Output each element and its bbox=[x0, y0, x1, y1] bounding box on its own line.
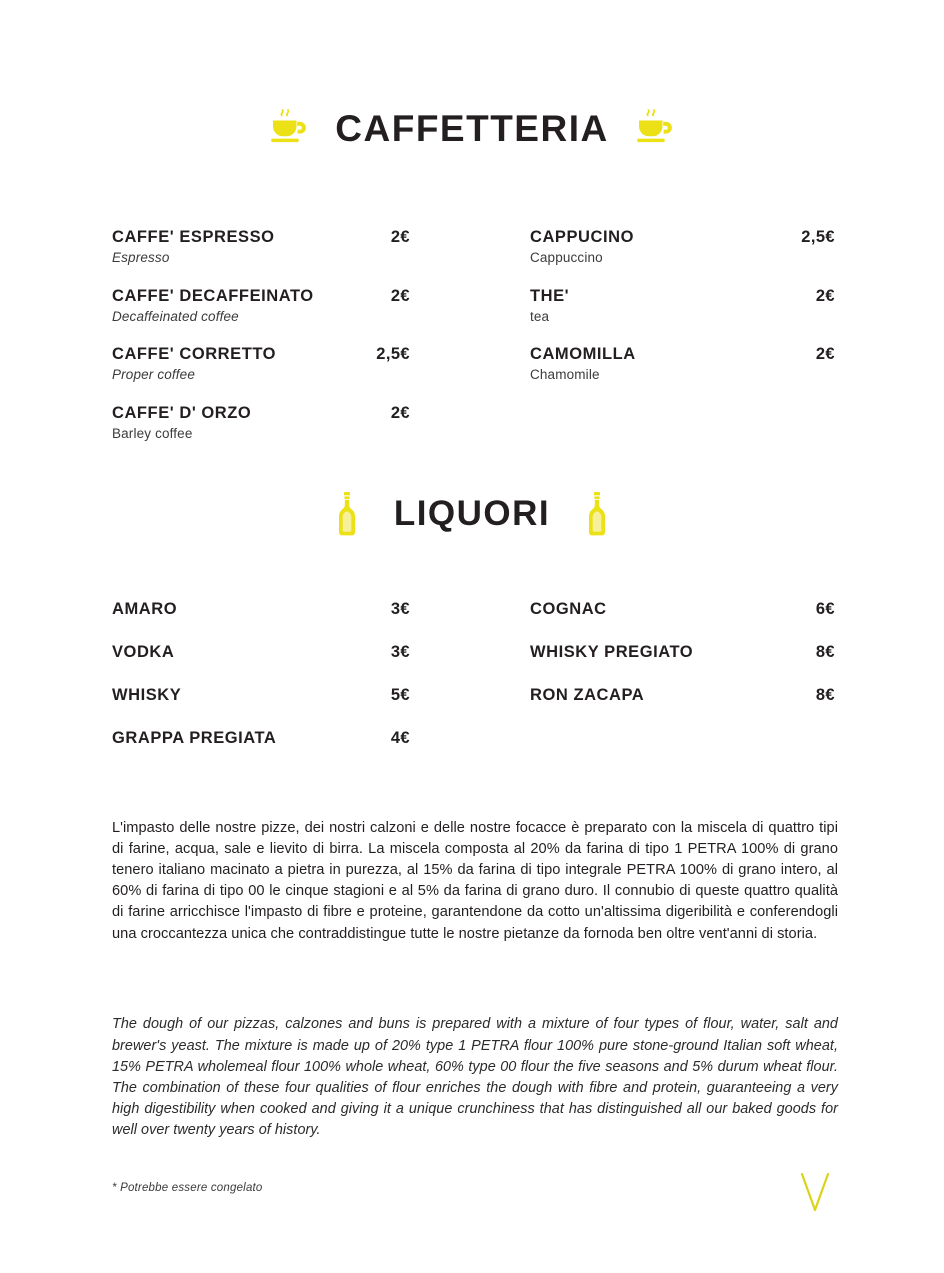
menu-item[interactable] bbox=[530, 228, 835, 266]
liquori-items bbox=[112, 600, 835, 772]
menu-item[interactable] bbox=[112, 287, 410, 325]
menu-item[interactable] bbox=[112, 729, 410, 748]
item-description: Chamomile bbox=[530, 367, 600, 383]
liquori-column-right bbox=[530, 600, 835, 772]
item-description: Espresso bbox=[112, 250, 170, 265]
menu-item[interactable] bbox=[112, 345, 410, 383]
item-price: 2€ bbox=[815, 345, 835, 364]
menu-item[interactable] bbox=[530, 686, 835, 705]
section-heading-caffetteria bbox=[0, 108, 944, 150]
item-price: 2,5€ bbox=[376, 345, 410, 364]
item-name: VODKA bbox=[112, 643, 175, 661]
item-name: CAPPUCINO bbox=[530, 228, 634, 246]
item-name: CAFFE' DECAFFEINATO bbox=[112, 286, 314, 305]
menu-item[interactable] bbox=[112, 404, 410, 442]
menu-item[interactable] bbox=[112, 228, 410, 266]
coffee-cup-icon bbox=[269, 109, 309, 149]
item-name: RON ZACAPA bbox=[530, 686, 645, 704]
menu-item[interactable] bbox=[112, 686, 410, 705]
item-price: 5€ bbox=[390, 686, 410, 704]
item-price: 4€ bbox=[390, 729, 410, 747]
menu-item[interactable] bbox=[530, 600, 835, 619]
item-price: 2,5€ bbox=[801, 228, 835, 246]
caffetteria-column-right bbox=[530, 228, 835, 462]
dough-description-italian: L'impasto delle nostre pizze, dei nostri calzoni e delle nostre focacce è preparato con la miscela di quattro tipi di farine, acqua, sale e lievito di birra. La miscela composta al 20% da farina di tipo 1 PETRA 100% di grano tenero italiano macinato a pietra in purezza, al 15% da farina di tipo integrale PETRA 100% di grano intero, al 60% di farina di tipo 00 le cinque stagioni e al 5% da farina di grano duro. Il connubio di queste quattro qualità di farine arricchisce l'impasto di fibre e proteine, garantendone da cotto un'altissima digeribilità e conferendogli una croccantezza unica che contraddistingue tutte le nostre pietanze da fornoda ben oltre vent'anni di storia. bbox=[112, 819, 838, 942]
item-description: Barley coffee bbox=[112, 425, 193, 441]
section-title: CAFFETTERIA bbox=[335, 108, 609, 149]
liquor-bottle-icon bbox=[334, 492, 360, 536]
item-name: CAFFE' CORRETTO bbox=[112, 345, 277, 364]
caffetteria-column-left bbox=[112, 228, 410, 462]
item-description: Cappuccino bbox=[530, 250, 603, 265]
item-name: CAFFE' D' ORZO bbox=[112, 403, 252, 422]
frozen-food-footnote: * Potrebbe essere congelato bbox=[112, 1182, 263, 1194]
item-name: WHISKY PREGIATO bbox=[530, 643, 694, 661]
section-title: LIQUORI bbox=[393, 494, 551, 533]
item-price: 8€ bbox=[815, 643, 835, 661]
item-price: 8€ bbox=[815, 686, 835, 704]
brand-logo-icon bbox=[798, 1172, 832, 1214]
menu-item[interactable] bbox=[530, 287, 835, 325]
item-price: 3€ bbox=[390, 600, 410, 618]
menu-item[interactable] bbox=[530, 643, 835, 662]
item-price: 3€ bbox=[390, 643, 410, 661]
item-name: CAMOMILLA bbox=[530, 345, 636, 364]
menu-item[interactable] bbox=[530, 345, 835, 383]
item-description: Decaffeinated coffee bbox=[112, 308, 239, 324]
menu-item[interactable] bbox=[112, 643, 410, 662]
coffee-cup-icon bbox=[635, 109, 675, 149]
item-description: tea bbox=[530, 308, 550, 324]
item-name: AMARO bbox=[112, 600, 178, 618]
item-name: COGNAC bbox=[530, 600, 607, 618]
menu-item[interactable] bbox=[112, 600, 410, 619]
item-price: 2€ bbox=[390, 228, 410, 246]
dough-description-english: The dough of our pizzas, calzones and buns is prepared with a mixture of four types of flour, water, salt and brewer's yeast. The mixture is made up of 20% type 1 PETRA flour 100% pure stone-ground Italian soft wheat, 15% PETRA wholemeal flour 100% whole wheat, 60% type 00 flour the five seasons and 5% durum wheat flour. The combination of these four qualities of flour enriches the dough with fibre and protein, guaranteeing a very high digestibility when cooked and giving it a unique crunchiness that has distinguished all our baked goods for well over twenty years of history. bbox=[112, 1016, 838, 1139]
caffetteria-items bbox=[112, 228, 835, 462]
liquori-column-left bbox=[112, 600, 410, 772]
item-price: 6€ bbox=[815, 600, 835, 618]
liquor-bottle-icon bbox=[584, 492, 610, 536]
item-price: 2€ bbox=[390, 286, 410, 305]
item-name: GRAPPA PREGIATA bbox=[112, 729, 277, 747]
item-name: WHISKY bbox=[112, 686, 182, 704]
item-name: THE' bbox=[530, 286, 570, 305]
item-price: 2€ bbox=[815, 286, 835, 305]
section-heading-liquori bbox=[0, 492, 944, 536]
item-price: 2€ bbox=[390, 403, 410, 422]
item-description: Proper coffee bbox=[112, 367, 195, 383]
item-name: CAFFE' ESPRESSO bbox=[112, 228, 275, 246]
